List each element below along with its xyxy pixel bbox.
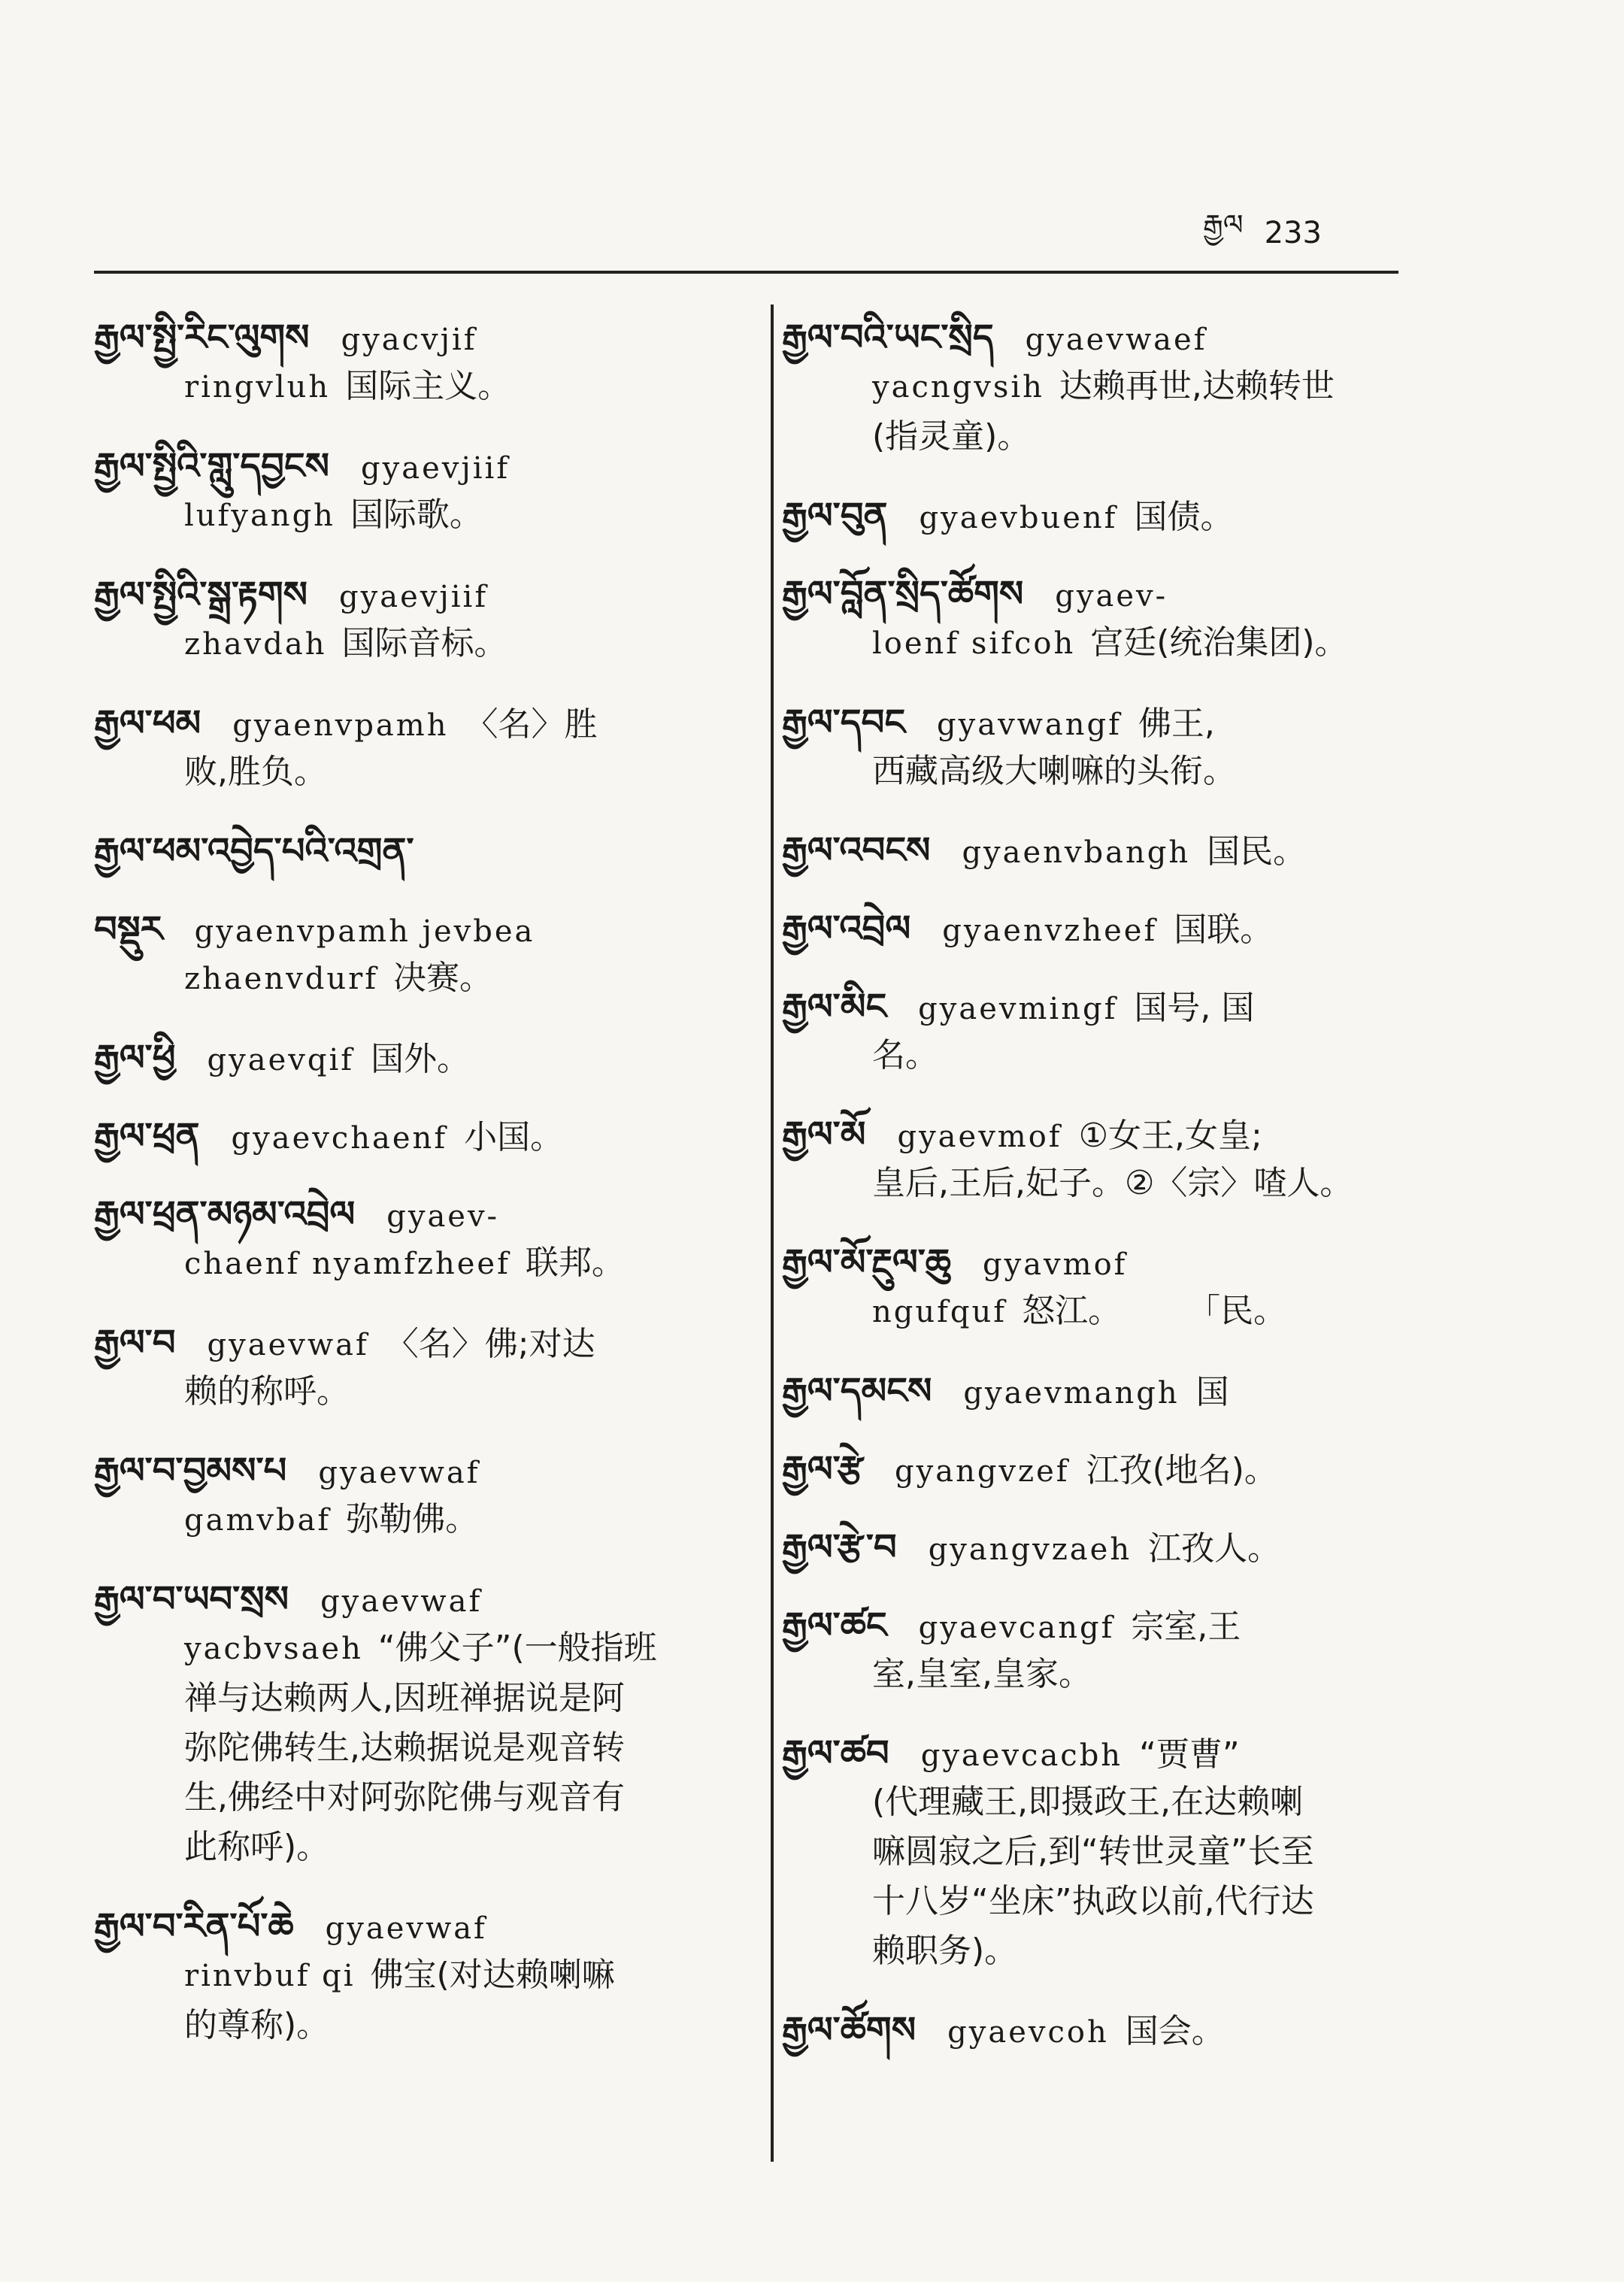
dictionary-entry [94, 1017, 741, 1082]
entry-continuation [872, 1159, 1444, 1208]
entry-headline [782, 297, 1444, 362]
chinese-gloss-continued: 皇后,王后,妃子。②〈宗〉喳人。 [872, 1164, 1353, 1202]
entry-continuation [872, 1286, 1444, 1337]
entry-continuation [184, 1823, 741, 1872]
tibetan-headword: བསྡུར [94, 908, 163, 950]
romanization-continued: zhavdah [184, 627, 327, 662]
chinese-gloss-continued: 西藏高级大喇嘛的头衔。 [872, 752, 1236, 790]
chinese-gloss: 江孜(地名)。 [1086, 1451, 1277, 1490]
dictionary-entry [782, 1877, 1444, 1926]
tibetan-headword: རྒྱལ་བ་བྱམས་པ [94, 1450, 287, 1492]
chinese-gloss-continued: 室,皇室,皇家。 [872, 1655, 1092, 1693]
entry-continuation [184, 953, 741, 1004]
dictionary-entry [782, 412, 1444, 462]
entry-headline [782, 810, 1444, 874]
tibetan-headword: རྒྱལ་ཚོགས [782, 2009, 917, 2051]
romanization: gyaevmof [897, 1120, 1062, 1154]
chinese-gloss-continued: 禅与达赖两人,因班禅据说是阿 [184, 1679, 625, 1717]
entry-continuation [184, 619, 741, 669]
chinese-gloss-continued: 达赖再世,达赖转世 [1059, 367, 1335, 405]
chinese-gloss-continued: “佛父子”(一般指班 [377, 1629, 657, 1667]
tibetan-headword: རྒྱལ་མོ [782, 1114, 866, 1156]
chinese-gloss: 小国。 [464, 1118, 564, 1156]
entry-headline [94, 297, 741, 362]
dictionary-entry [782, 966, 1444, 1080]
chinese-gloss: 国 [1195, 1373, 1229, 1411]
chinese-gloss-continued: (指灵童)。 [872, 417, 1031, 456]
romanization-continued: rinvbuf qi [184, 1959, 356, 1993]
chinese-gloss-continued: 国际歌。 [350, 495, 483, 534]
tibetan-headword: རྒྱལ་བ་རིན་པོ་ཆེ [94, 1905, 294, 1947]
chinese-gloss-continued: 决赛。 [393, 959, 493, 997]
entry-continuation [184, 747, 741, 797]
entry-headline [782, 682, 1444, 747]
chinese-gloss: 江孜人。 [1148, 1529, 1281, 1568]
entry-headline [94, 426, 741, 490]
chinese-gloss-continued: 生,佛经中对阿弥陀佛与观音有 [184, 1778, 625, 1817]
column-divider [771, 305, 774, 2162]
romanization: gyacvjif [341, 323, 477, 357]
entry-continuation [184, 490, 741, 541]
romanization: gyaenvpamh [232, 708, 449, 743]
dictionary-entry [94, 1773, 741, 1823]
romanization: gyaevcoh [947, 2015, 1109, 2050]
tibetan-headword: རྒྱལ་ཕྲན་མཉམ་འབྲེལ [94, 1193, 356, 1235]
chinese-gloss: 国号, 国 [1134, 989, 1255, 1027]
entry-headline [782, 1585, 1444, 1650]
tibetan-headword: རྒྱལ་བ་ཡབ་སྲས [94, 1578, 289, 1620]
chinese-gloss: 国债。 [1134, 498, 1234, 536]
tibetan-headword: རྒྱལ་སྤྱི་རིང་ལུགས [94, 317, 310, 359]
left-column [94, 297, 741, 2064]
running-head: རྒྱལ [1203, 208, 1244, 241]
romanization: gyaevqif [207, 1043, 355, 1077]
tibetan-headword: རྒྱལ་འབངས [782, 829, 931, 871]
chinese-gloss: 〈名〉胜 [465, 705, 598, 744]
dictionary-entry [782, 1990, 1444, 2054]
chinese-gloss-continued: 怒江。 「民。 [1022, 1292, 1287, 1330]
entry-headline [782, 1990, 1444, 2054]
right-column [782, 297, 1444, 2068]
chinese-gloss: ①女王,女皇; [1078, 1117, 1262, 1155]
chinese-gloss-continued: 国际主义。 [345, 367, 511, 405]
dictionary-entry [782, 1507, 1444, 1571]
header-rule [94, 271, 1398, 274]
entry-headline [782, 1507, 1444, 1571]
chinese-gloss-continued: 宫廷(统治集团)。 [1090, 623, 1348, 662]
chinese-gloss-continued: 十八岁“坐床”执政以前,代行达 [872, 1882, 1314, 1920]
dictionary-entry [782, 1222, 1444, 1337]
chinese-gloss: 〈名〉佛;对达 [385, 1325, 595, 1363]
romanization: gyaevchaenf [231, 1121, 448, 1156]
romanization-continued: loenf sifcoh [872, 626, 1076, 661]
romanization-continued: lufyangh [184, 499, 335, 533]
tibetan-headword: རྒྱལ་སྤྱིའི་སྒྲ་རྟགས [94, 574, 308, 616]
entry-headline [782, 888, 1444, 953]
dictionary-entry [782, 810, 1444, 874]
entry-continuation [184, 1773, 741, 1823]
dictionary-entry [782, 682, 1444, 796]
entry-continuation [872, 1827, 1444, 1877]
tibetan-headword: རྒྱལ་བ [94, 1322, 176, 1364]
dictionary-entry [94, 683, 741, 797]
chinese-gloss-continued: 国际音标。 [341, 624, 508, 662]
page-number: 233 [1264, 216, 1322, 250]
dictionary-entry [94, 1430, 741, 1545]
entry-continuation [872, 747, 1444, 796]
romanization: gyaevcangf [918, 1611, 1115, 1645]
chinese-gloss-continued: 佛宝(对达赖喇嘛 [370, 1956, 615, 1994]
entry-continuation [872, 618, 1444, 668]
chinese-gloss-continued: 的尊称)。 [184, 2006, 330, 2044]
romanization: gyaevbuenf [919, 501, 1118, 535]
entry-headline [94, 811, 741, 875]
tibetan-headword: རྒྱལ་རྩེ [782, 1448, 864, 1490]
entry-continuation [872, 1031, 1444, 1080]
entry-continuation [872, 362, 1444, 412]
dictionary-entry [94, 1096, 741, 1160]
dictionary-entry [94, 554, 741, 669]
tibetan-headword: རྒྱལ་ཕམ [94, 702, 201, 744]
romanization: gyaevwaf [207, 1328, 369, 1362]
page-header [1203, 208, 1376, 256]
entry-headline [782, 475, 1444, 540]
tibetan-headword: རྒྱལ་ཚབ [782, 1732, 889, 1774]
chinese-gloss-continued: 赖的称呼。 [184, 1372, 350, 1411]
entry-continuation [184, 1674, 741, 1723]
tibetan-headword: རྒྱལ་བློན་སྲིད་ཚོགས [782, 573, 1024, 615]
tibetan-headword: རྒྱལ་མོ་རྔུལ་ཆུ [782, 1241, 951, 1283]
romanization-continued: yacngvsih [872, 370, 1044, 405]
entry-headline [782, 966, 1444, 1031]
entry-headline [782, 1094, 1444, 1159]
tibetan-headword: རྒྱལ་སྤྱིའི་གླུ་དབྱངས [94, 445, 330, 487]
dictionary-entry [94, 426, 741, 541]
romanization: gyaevwaf [325, 1911, 487, 1946]
tibetan-headword: རྒྱལ་ཕྲན [94, 1115, 200, 1157]
dictionary-entry [94, 2001, 741, 2050]
dictionary-entry [94, 1559, 741, 1674]
tibetan-headword: རྒྱལ་དམངས [782, 1370, 932, 1412]
romanization-continued: zhaenvdurf [184, 962, 379, 996]
romanization: gyaevjiif [361, 451, 511, 486]
chinese-gloss-continued: (代理藏王,即摄政王,在达赖喇 [872, 1783, 1304, 1821]
tibetan-headword: རྒྱལ་དབང [782, 702, 906, 744]
romanization: gyaevjiif [339, 580, 489, 614]
dictionary-entry [782, 1827, 1444, 1877]
dictionary-entry [94, 1886, 741, 2001]
romanization: gyaenvzheef [942, 914, 1158, 948]
entry-continuation [872, 1926, 1444, 1976]
chinese-gloss-continued: 名。 [872, 1036, 938, 1074]
romanization: gyaevmingf [918, 992, 1118, 1026]
dictionary-entry [782, 1926, 1444, 1976]
entry-continuation [184, 2001, 741, 2050]
dictionary-entry [782, 475, 1444, 540]
dictionary-entry [782, 1094, 1444, 1208]
entry-headline [94, 1430, 741, 1495]
tibetan-headword: རྒྱལ་ཕྱི [94, 1037, 176, 1079]
entry-continuation [184, 362, 741, 412]
dictionary-entry [782, 297, 1444, 412]
chinese-gloss: 国会。 [1125, 2012, 1225, 2050]
romanization: gyaevwaef [1025, 323, 1207, 357]
dictionary-entry [94, 1823, 741, 1872]
tibetan-headword: རྒྱལ་རྩེ་བ [782, 1526, 897, 1568]
tibetan-headword: རྒྱལ་བའི་ཡང་སྲིད [782, 317, 994, 359]
romanization: gyaevwaf [318, 1456, 480, 1490]
romanization: gyaenvpamh jevbea [194, 914, 535, 949]
entry-headline [94, 554, 741, 619]
chinese-gloss-continued: 联邦。 [525, 1244, 625, 1282]
tibetan-headword: རྒྱལ་ཕམ་འབྱེད་པའི་འགྲན་ [94, 830, 414, 872]
romanization: gyaev- [1055, 579, 1168, 614]
dictionary-entry [94, 1723, 741, 1773]
tibetan-headword: རྒྱལ་མིང [782, 986, 887, 1028]
chinese-gloss: 宗室,王 [1131, 1608, 1241, 1646]
romanization: gyaev- [386, 1199, 500, 1234]
dictionary-entry [94, 1674, 741, 1723]
entry-continuation [184, 1367, 741, 1417]
chinese-gloss-continued: 此称呼)。 [184, 1828, 330, 1866]
dictionary-entry [782, 1713, 1444, 1827]
tibetan-headword: རྒྱལ་བུན [782, 495, 888, 537]
entry-continuation [872, 1877, 1444, 1926]
chinese-gloss-continued: 嘛圆寂之后,到“转世灵童”长至 [872, 1832, 1314, 1871]
chinese-gloss-continued: 弥陀佛转生,达赖据说是观音转 [184, 1729, 625, 1767]
tibetan-headword: རྒྱལ་ཚང [782, 1605, 887, 1647]
romanization: gyangvzaeh [928, 1532, 1132, 1567]
dictionary-entry [782, 553, 1444, 668]
entry-headline [94, 1096, 741, 1160]
chinese-gloss-continued: 赖职务)。 [872, 1932, 1018, 1970]
entry-continuation [184, 1723, 741, 1773]
romanization-continued: ngufquf [872, 1295, 1007, 1329]
chinese-gloss: 国民。 [1207, 832, 1307, 871]
entry-continuation [872, 1650, 1444, 1699]
romanization: gyaenvbangh [962, 835, 1191, 870]
entry-continuation [872, 412, 1444, 462]
entry-headline [782, 1350, 1444, 1415]
entry-headline [94, 683, 741, 747]
entry-continuation [184, 1623, 741, 1674]
dictionary-entry [94, 1302, 741, 1417]
dictionary-entry [94, 297, 741, 412]
dictionary-entry [782, 1585, 1444, 1699]
romanization: gyaevcacbh [920, 1738, 1123, 1773]
entry-headline [94, 1886, 741, 1950]
romanization: gyangvzef [895, 1454, 1070, 1489]
chinese-gloss-continued: 弥勒佛。 [346, 1500, 479, 1538]
chinese-gloss: 国外。 [371, 1040, 471, 1078]
romanization: gyaevmangh [963, 1376, 1180, 1411]
romanization-continued: chaenf nyamfzheef [184, 1247, 511, 1281]
entry-continuation [184, 1950, 741, 2001]
entry-headline [782, 553, 1444, 618]
romanization: gyavwangf [937, 708, 1122, 742]
entry-continuation [872, 1777, 1444, 1827]
entry-headline [782, 1713, 1444, 1777]
chinese-gloss-continued: 败,胜负。 [184, 753, 327, 791]
romanization: gyaevwaf [320, 1584, 483, 1619]
romanization: gyavmof [982, 1247, 1128, 1282]
dictionary-entry [94, 811, 741, 875]
entry-headline [94, 1302, 741, 1367]
entry-continuation [184, 1495, 741, 1545]
dictionary-entry [782, 1350, 1444, 1415]
romanization-continued: gamvbaf [184, 1503, 332, 1538]
entry-continuation [184, 1238, 741, 1289]
chinese-gloss: “贾曹” [1139, 1735, 1240, 1774]
entry-headline [782, 1222, 1444, 1286]
chinese-gloss: 国联。 [1174, 911, 1274, 949]
romanization-continued: ringvluh [184, 370, 331, 405]
chinese-gloss: 佛王, [1138, 705, 1215, 743]
dictionary-entry [782, 888, 1444, 953]
romanization-continued: yacbvsaeh [184, 1632, 363, 1666]
entry-headline [94, 1017, 741, 1082]
entry-headline [94, 1559, 741, 1623]
dictionary-entry [94, 1174, 741, 1289]
tibetan-headword: རྒྱལ་འབྲེལ [782, 908, 911, 950]
entry-headline [94, 1174, 741, 1238]
